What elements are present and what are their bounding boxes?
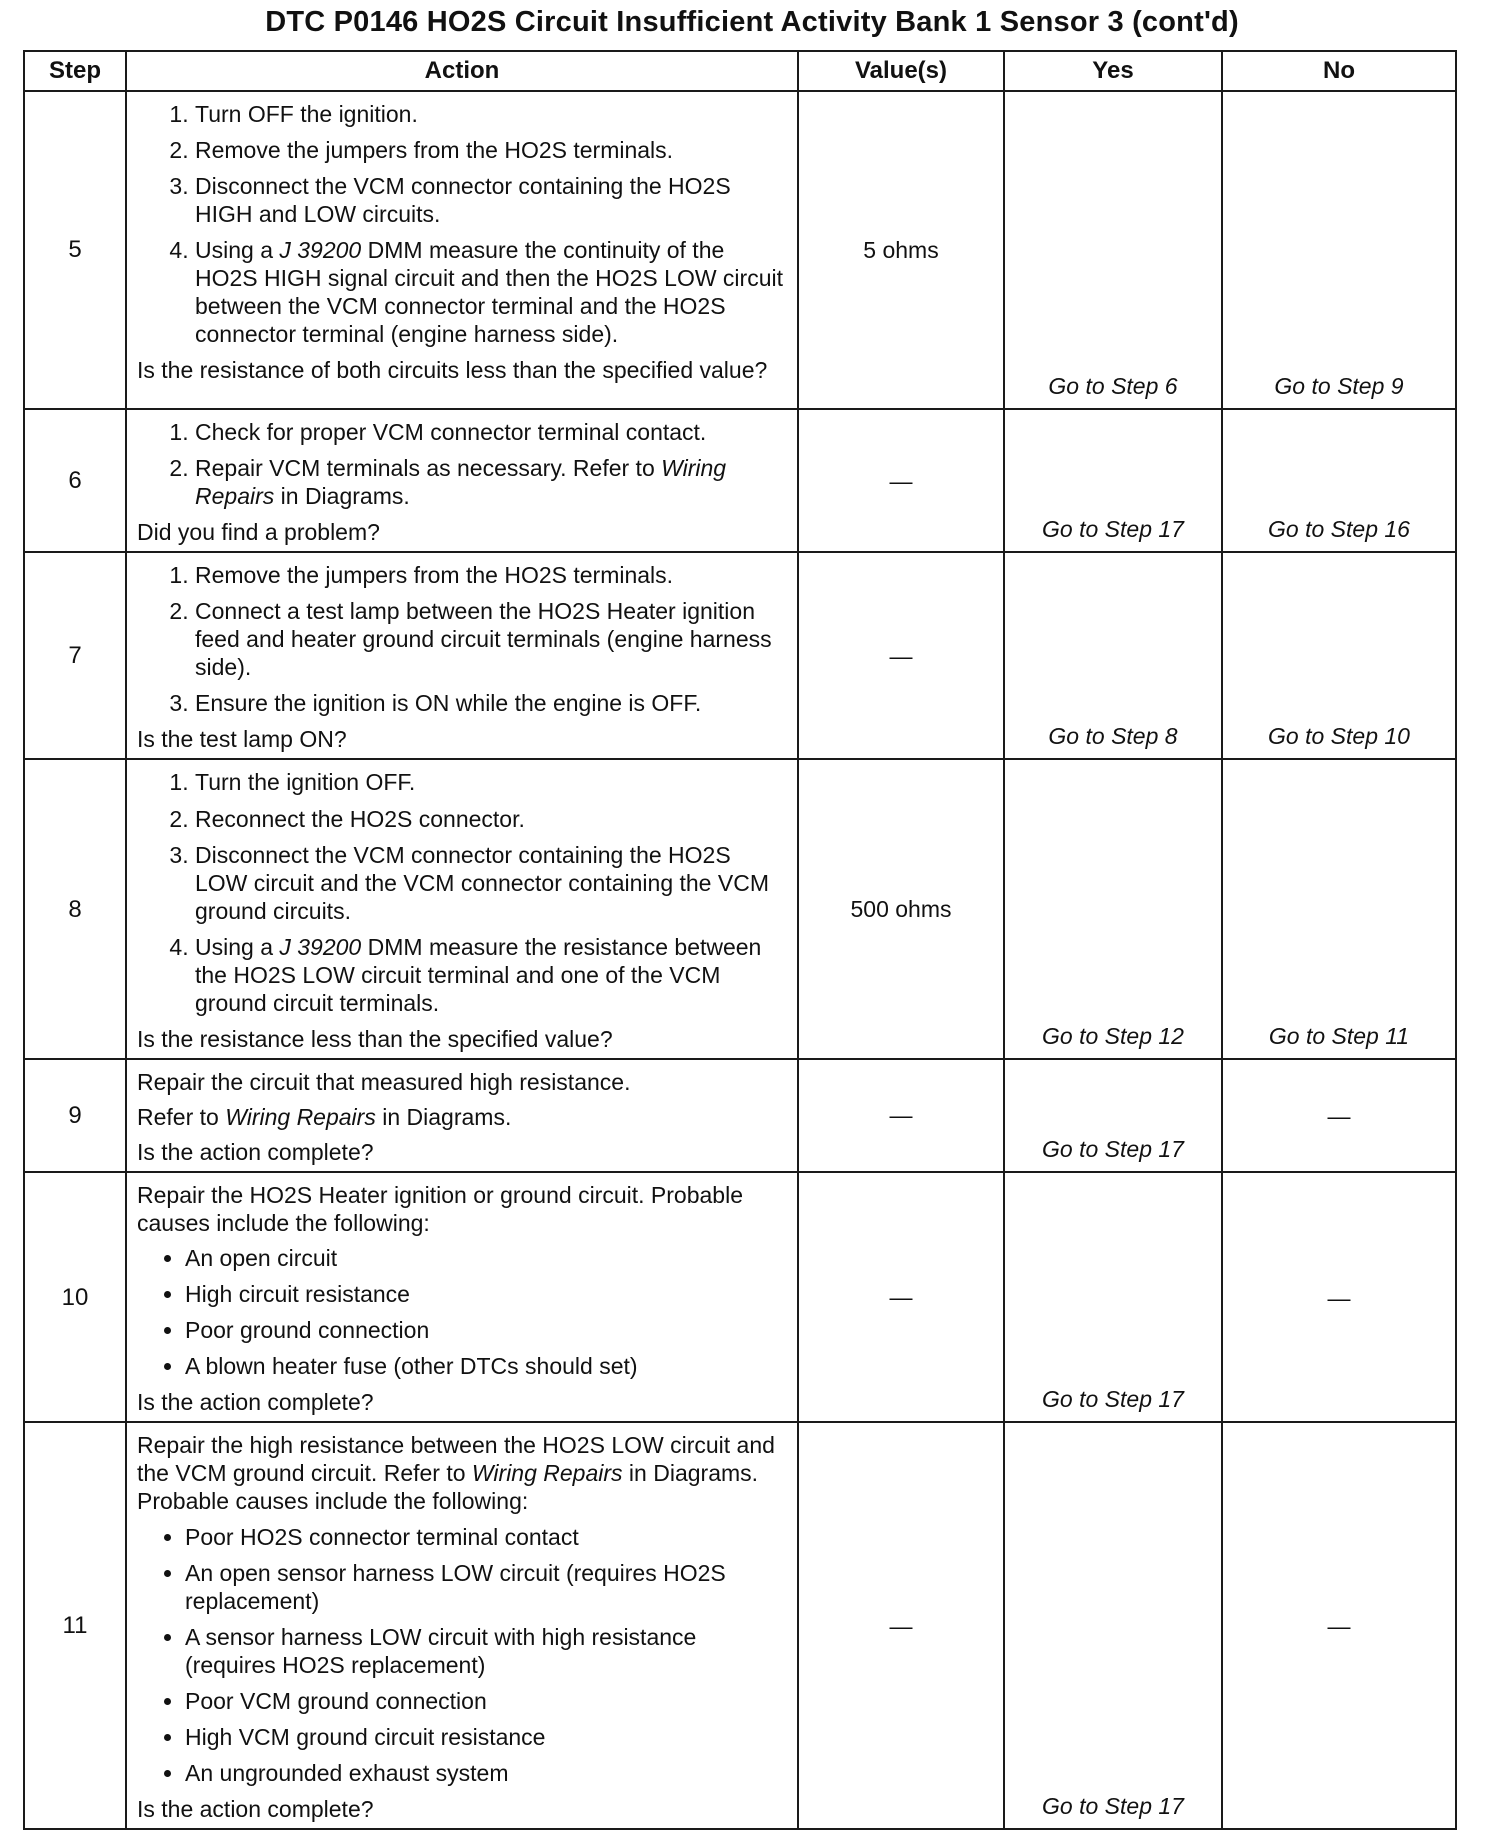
action-step: 3. Ensure the ignition is ON while the engine is OFF.	[195, 689, 789, 717]
action-cell	[126, 552, 798, 759]
tool-reference: J 39200	[279, 933, 362, 960]
action-step: 3. Disconnect the VCM connector containing the HO2S LOW circuit and the VCM connector containing the VCM ground circuits.	[195, 841, 789, 925]
step-number: 5	[24, 91, 126, 409]
action-cell	[126, 1059, 798, 1172]
yes-cell: Go to Step 17	[1004, 1059, 1222, 1172]
cause-list	[137, 1523, 789, 1787]
table-row	[24, 1422, 1456, 1829]
yes-cell: Go to Step 17	[1004, 409, 1222, 552]
step-number: 7	[24, 552, 126, 759]
action-step	[195, 236, 789, 348]
list-item: • High circuit resistance	[185, 1280, 789, 1308]
list-item: • A blown heater fuse (other DTCs should set)	[185, 1352, 789, 1380]
no-cell: Go to Step 16	[1222, 409, 1456, 552]
action-question: Is the test lamp ON?	[137, 726, 347, 753]
action-step: 1. Turn the ignition OFF.	[195, 768, 789, 796]
action-step	[195, 454, 789, 510]
yes-cell: Go to Step 17	[1004, 1172, 1222, 1422]
action-cell	[126, 759, 798, 1058]
action-text: Using a	[195, 933, 280, 960]
yes-cell: Go to Step 17	[1004, 1422, 1222, 1829]
value-cell: 500 ohms	[798, 759, 1004, 1058]
table-row	[24, 759, 1456, 1058]
step-number: 9	[24, 1059, 126, 1172]
list-item: • A sensor harness LOW circuit with high resistance (requires HO2S replacement)	[185, 1623, 789, 1679]
action-question: Is the resistance of both circuits less than the specified value?	[137, 357, 768, 384]
yes-cell: Go to Step 6	[1004, 91, 1222, 409]
no-cell: Go to Step 11	[1222, 759, 1456, 1058]
action-step	[195, 933, 789, 1017]
manual-reference: Wiring Repairs	[471, 1460, 623, 1487]
action-question: Is the resistance less than the specified value?	[137, 1025, 613, 1052]
action-text: DMM measure the resistance between the HO2S LOW circuit terminal and one of the VCM ground circuit terminals.	[195, 933, 762, 1016]
action-text	[137, 1431, 789, 1515]
cause-list	[137, 1244, 789, 1380]
action-question: Is the action complete?	[137, 1138, 374, 1165]
header-step: Step	[24, 51, 126, 91]
step-number: 6	[24, 409, 126, 552]
action-text: in Diagrams. Probable causes include the following:	[137, 1460, 759, 1515]
action-step: 1. Check for proper VCM connector terminal contact.	[195, 418, 789, 446]
action-text: in Diagrams.	[274, 483, 410, 510]
header-values: Value(s)	[798, 51, 1004, 91]
action-text: Repair VCM terminals as necessary. Refer to	[195, 455, 662, 482]
action-step: 1. Turn OFF the ignition.	[195, 100, 789, 128]
step-number: 8	[24, 759, 126, 1058]
diagnostic-table	[23, 50, 1457, 1830]
no-cell: Go to Step 9	[1222, 91, 1456, 409]
action-steps	[137, 768, 789, 1016]
header-yes: Yes	[1004, 51, 1222, 91]
table-row	[24, 552, 1456, 759]
list-item: • An open sensor harness LOW circuit (requires HO2S replacement)	[185, 1559, 789, 1615]
action-text: DMM measure the continuity of the HO2S HIGH signal circuit and then the HO2S LOW circuit between the VCM connector terminal and the HO2S connector terminal (engine harness side).	[195, 237, 783, 348]
table-row	[24, 1059, 1456, 1172]
value-cell: —	[798, 552, 1004, 759]
list-item: • High VCM ground circuit resistance	[185, 1723, 789, 1751]
action-question: Did you find a problem?	[137, 519, 380, 546]
action-text: Repair the high resistance between the HO2S LOW circuit and the VCM ground circuit. Refer to	[137, 1432, 775, 1487]
header-action: Action	[126, 51, 798, 91]
action-text: Repair the HO2S Heater ignition or ground circuit. Probable causes include the following:	[137, 1182, 743, 1237]
list-item: • Poor HO2S connector terminal contact	[185, 1523, 789, 1551]
no-cell: Go to Step 10	[1222, 552, 1456, 759]
action-text	[137, 1103, 789, 1131]
step-number: 10	[24, 1172, 126, 1422]
value-cell: —	[798, 1422, 1004, 1829]
manual-reference: Wiring Repairs	[195, 455, 727, 510]
value-cell: —	[798, 1172, 1004, 1422]
page-title: DTC P0146 HO2S Circuit Insufficient Activity Bank 1 Sensor 3 (cont'd)	[265, 6, 1239, 38]
list-item: • Poor ground connection	[185, 1316, 789, 1344]
value-cell: 5 ohms	[798, 91, 1004, 409]
action-cell	[126, 91, 798, 409]
value-cell: —	[798, 1059, 1004, 1172]
action-steps	[137, 561, 789, 717]
tool-reference: J 39200	[279, 237, 362, 264]
action-step: 2. Connect a test lamp between the HO2S Heater ignition feed and heater ground circuit terminals (engine harness side).	[195, 597, 789, 681]
action-step: 1. Remove the jumpers from the HO2S terminals.	[195, 561, 789, 589]
action-step: 2. Remove the jumpers from the HO2S terminals.	[195, 136, 789, 164]
action-step: 2. Reconnect the HO2S connector.	[195, 805, 789, 833]
action-text: Refer to	[137, 1103, 226, 1130]
no-cell: —	[1222, 1422, 1456, 1829]
list-item: • An open circuit	[185, 1244, 789, 1272]
no-cell: —	[1222, 1059, 1456, 1172]
header-row	[24, 51, 1456, 91]
table-row	[24, 1172, 1456, 1422]
list-item: • Poor VCM ground connection	[185, 1687, 789, 1715]
step-number: 11	[24, 1422, 126, 1829]
action-cell	[126, 1422, 798, 1829]
action-question: Is the action complete?	[137, 1795, 374, 1822]
action-text: Using a	[195, 237, 280, 264]
action-text: in Diagrams.	[375, 1103, 512, 1130]
action-cell	[126, 409, 798, 552]
action-cell	[126, 1172, 798, 1422]
no-cell: —	[1222, 1172, 1456, 1422]
action-step: 3. Disconnect the VCM connector containing the HO2S HIGH and LOW circuits.	[195, 172, 789, 228]
header-no: No	[1222, 51, 1456, 91]
action-steps	[137, 100, 789, 348]
action-text: Repair the circuit that measured high resistance.	[137, 1068, 631, 1095]
value-cell: —	[798, 409, 1004, 552]
table-row	[24, 409, 1456, 552]
table-row	[24, 91, 1456, 409]
list-item: • An ungrounded exhaust system	[185, 1759, 789, 1787]
action-steps	[137, 418, 789, 510]
manual-reference: Wiring Repairs	[225, 1103, 376, 1130]
yes-cell: Go to Step 12	[1004, 759, 1222, 1058]
yes-cell: Go to Step 8	[1004, 552, 1222, 759]
action-question: Is the action complete?	[137, 1389, 374, 1416]
